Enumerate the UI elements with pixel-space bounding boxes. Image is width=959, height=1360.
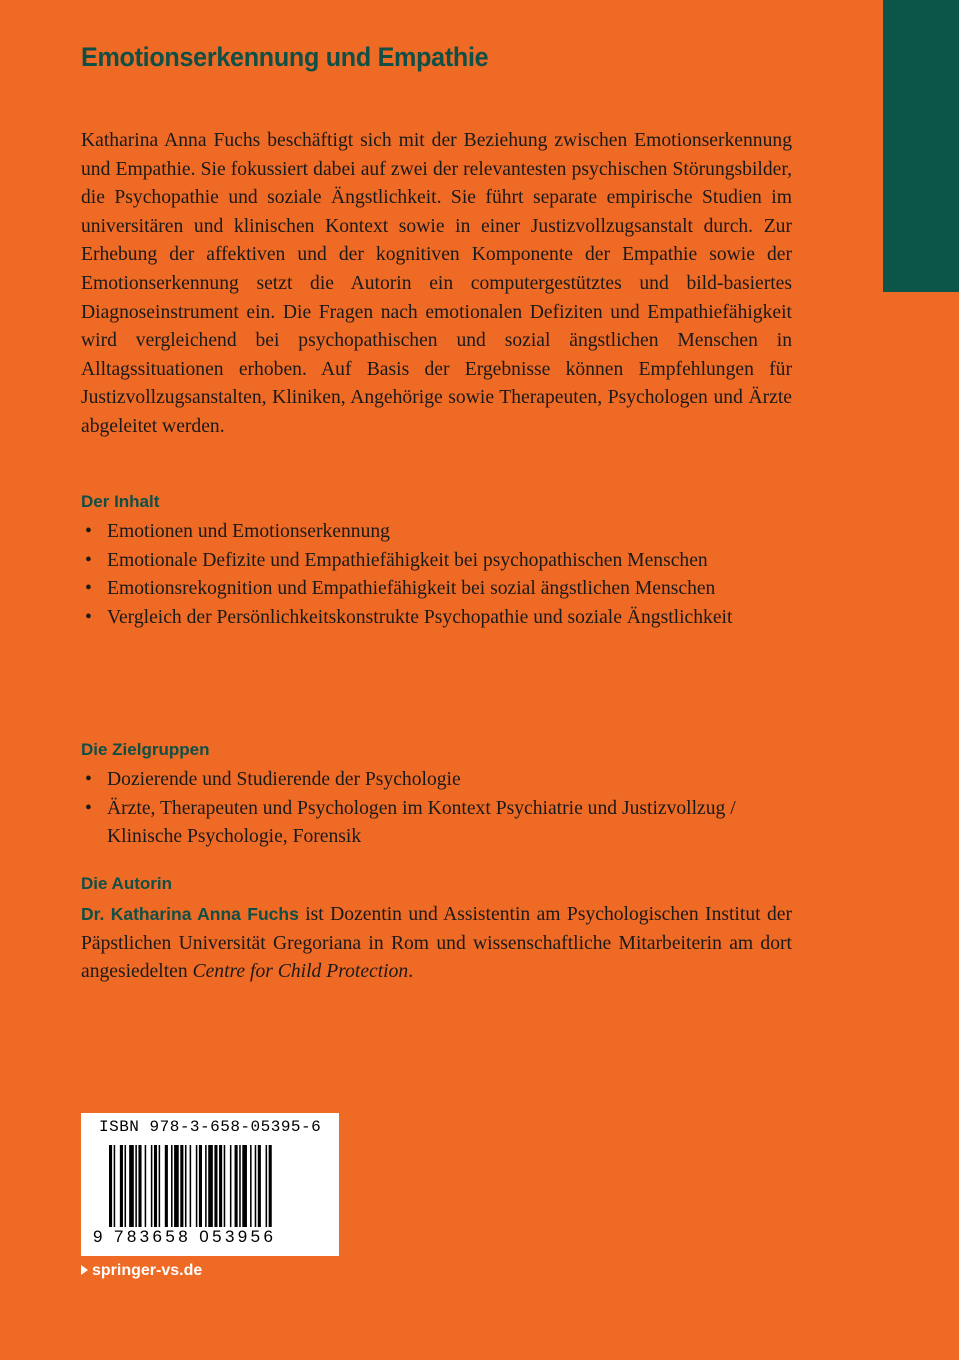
author-name: Dr. Katharina Anna Fuchs bbox=[81, 904, 299, 924]
book-title: Emotionserkennung und Empathie bbox=[81, 42, 489, 72]
list-item: • Emotionen und Emotionserkennung bbox=[81, 518, 801, 547]
institution-name: Centre for Child Protection bbox=[192, 961, 409, 983]
list-item: • Vergleich der Persönlichkeitskonstrukte Psychopathie und soziale Ängstlichkeit bbox=[81, 604, 801, 633]
bullet-icon: • bbox=[85, 521, 92, 542]
section-heading-zielgruppen: Die Zielgruppen bbox=[81, 740, 210, 759]
list-item: • Dozierende und Studierende der Psychologie bbox=[81, 766, 801, 795]
list-item: • Emotionsrekognition und Empathiefähigkeit bei sozial ängstlichen Menschen bbox=[81, 575, 801, 604]
inhalt-list bbox=[81, 518, 801, 632]
isbn-number: ISBN 978-3-658-05395-6 bbox=[99, 1118, 322, 1136]
bullet-icon: • bbox=[85, 578, 92, 600]
author-bio: Dr. Katharina Anna Fuchs ist Dozentin und Assistentin am Psychologischen Institut der Päpstlichen Universität Gregoriana in Rom und wissenschaftliche Mitarbeiterin am dort angesiedelten Centre for Child Protection. bbox=[81, 904, 792, 983]
list-item: • Ärzte, Therapeuten und Psychologen im Kontext Psychiatrie und Justizvollzug / Klinische Psychologie, Forensik bbox=[81, 795, 801, 852]
cover-accent-tab bbox=[883, 0, 959, 292]
isbn-barcode bbox=[81, 1113, 339, 1256]
barcode-bars-icon bbox=[109, 1145, 323, 1233]
ean-digits: 9 783658 053956 bbox=[93, 1227, 277, 1246]
bullet-icon: • bbox=[85, 549, 92, 571]
bullet-icon: • bbox=[85, 769, 92, 790]
section-heading-autorin: Die Autorin bbox=[81, 874, 172, 893]
bullet-icon: • bbox=[85, 797, 92, 819]
zielgruppen-list bbox=[81, 766, 801, 852]
arrow-right-icon bbox=[81, 1265, 88, 1275]
section-heading-inhalt: Der Inhalt bbox=[81, 492, 160, 511]
intro-paragraph: Katharina Anna Fuchs beschäftigt sich mit der Beziehung zwischen Emotionserkennung und Empathie. Sie fokussiert dabei auf zwei der relevantesten psychischen Störungsbilder, die Psychopathie und soziale Ängstlichkeit. Sie führt separate empirische Studien im universitären und klinischen Kontext sowie in einer Justizvollzugsanstalt durch. Zur Erhebung der affektiven und der kognitiven Komponente der Empathie sowie der Emotionserkennung setzt die Autorin ein computergestütztes und bild-basiertes Diagnoseinstrument ein. Die Fragen nach emotionalen Defiziten und Empathiefähigkeit wird vergleichend bei psychopathischen und sozial ängstlichen Menschen in Alltagssituationen erhoben. Auf Basis der Ergebnisse können Empfehlungen für Justizvollzugsanstalten, Kliniken, Angehörige sowie Therapeuten, Psychologen und Ärzte abgeleitet werden. bbox=[81, 130, 792, 437]
list-item: • Emotionale Defizite und Empathiefähigkeit bei psychopathischen Menschen bbox=[81, 547, 801, 576]
publisher-website[interactable]: springer-vs.de bbox=[81, 1262, 202, 1280]
bullet-icon: • bbox=[85, 606, 92, 628]
